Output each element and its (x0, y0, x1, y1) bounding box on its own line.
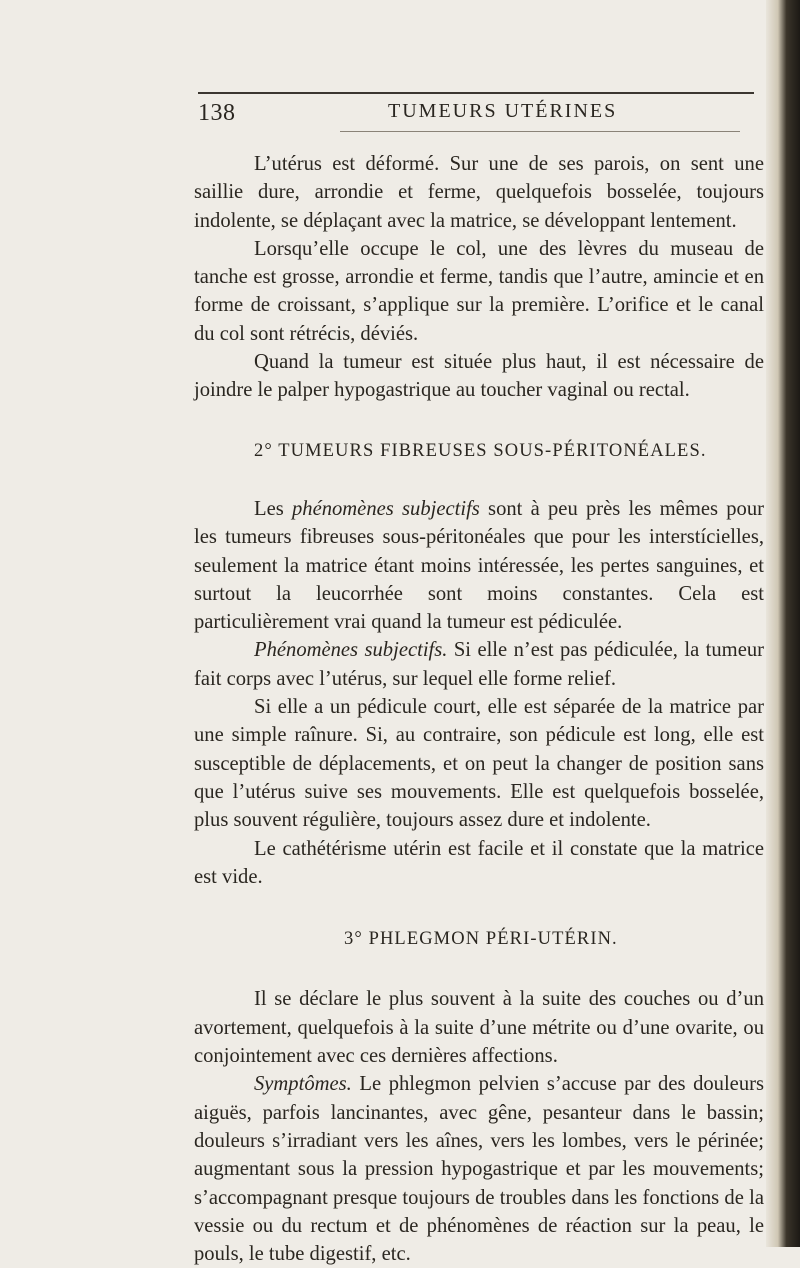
paragraph (194, 1070, 764, 1268)
page-edge-shadow (766, 0, 800, 1247)
paragraph: Le cathétérisme utérin est facile et il constate que la matrice est vide. (194, 837, 764, 888)
paragraph: Lorsqu’elle occupe le col, une des lèvres du museau de tanche est grosse, arrondie et ferme, tandis que l’autre, amincie et en forme de croissant, s’applique sur la première. L’orifice et le canal du col sont rétrécis, déviés. (194, 237, 764, 345)
paragraph: Si elle a un pédicule court, elle est séparée de la matrice par une simple raînure. Si, au contraire, son pédicule est long, elle est susceptible de déplacements, et on peut la changer de position sans que l’utérus suive ses mouvements. Elle est quelquefois bosselée, plus souvent régulière, toujours assez dure et indolente. (194, 696, 764, 832)
paragraph-lead: Les (254, 497, 292, 520)
header-rule-bottom (340, 131, 740, 132)
emphasis: phénomènes subjectifs (291, 497, 480, 520)
emphasis: Symptômes. (254, 1073, 352, 1096)
paragraph: Il se déclare le plus souvent à la suite des couches ou d’un avortement, quelquefois à la suite d’une métrite ou d’une ovarite, ou conjointement avec ces dernières affections. (194, 988, 764, 1068)
paragraph (194, 495, 764, 636)
section-heading: 3° PHLEGMON PÉRI-UTÉRIN. (344, 929, 618, 950)
page-number: 138 (198, 100, 236, 126)
page-body (194, 150, 764, 1268)
paragraph-text: Si elle n’est pas pédiculée, la tumeur fait corps avec l’utérus, sur lequel elle forme relief. (194, 639, 764, 690)
paragraph-text: Le phlegmon pelvien s’accuse par des douleurs aiguës, parfois lancinantes, avec gêne, pesanteur dans le bassin; douleurs s’irradiant vers les aînes, vers les lombes, vers le périnée; augmentant sous la pression hypogastrique et par les mouvements; s’accompagnant presque toujours de troubles dans les fonctions de la vessie ou du rectum et de phénomènes de réaction sur la peau, le pouls, le tube digestif, etc. (194, 1073, 764, 1266)
paragraph (194, 636, 764, 693)
paragraph-text: sont à peu près les mêmes pour les tumeurs fibreuses sous-péritonéales que pour les interstícielles, seulement la matrice étant moins intéressée, les pertes sanguines, et surtout la leucorrhée sont moins constantes. Cela est particulièrement vrai quand la tumeur est pédiculée. (194, 497, 764, 634)
paragraph: L’utérus est déformé. Sur une de ses parois, on sent une saillie dure, arrondie et ferme, quelquefois bosselée, toujours indolente, se déplaçant avec la matrice, se développant lentement. (194, 153, 764, 232)
emphasis: Phénomènes subjectifs. (254, 639, 448, 662)
header-rule-top (198, 92, 754, 94)
section-heading: 2° TUMEURS FIBREUSES SOUS-PÉRITONÉALES. (254, 440, 707, 461)
paragraph: Quand la tumeur est située plus haut, il est nécessaire de joindre le palper hypogastrique au toucher vaginal ou rectal. (194, 351, 764, 402)
running-head (198, 100, 754, 130)
running-title: TUMEURS UTÉRINES (388, 100, 618, 122)
